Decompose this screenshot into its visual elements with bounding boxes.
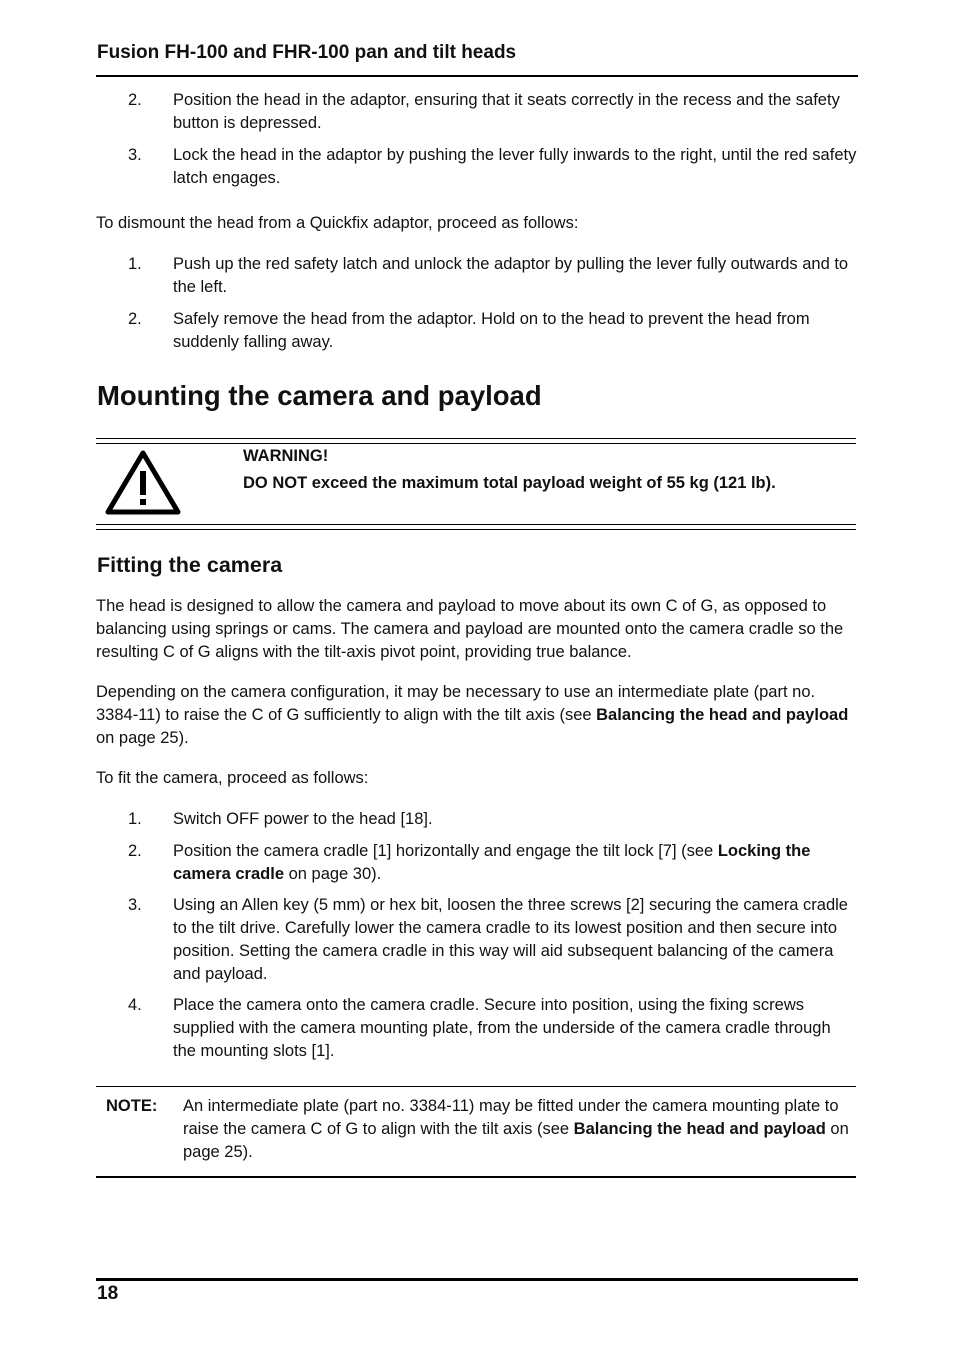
subsection-title: Fitting the camera	[97, 553, 283, 577]
cross-reference: Balancing the head and payload	[596, 706, 849, 724]
note-text-part: An intermediate plate (part no. 3384-11) may be fitted under the camera mounting plate to raise the camera C of G to align with the tilt axis (see	[183, 1097, 839, 1138]
running-header-title: Fusion FH-100 and FHR-100 pan and tilt heads	[97, 42, 517, 63]
footer-rule	[96, 1278, 858, 1281]
list-item-text: Using an Allen key (5 mm) or hex bit, loosen the three screws [2] securing the camera cradle to the tilt drive. Carefully lower the camera cradle to its lowest position and then secure into position. Setting the camera cradle in this way will aid subsequent balancing of the camera and payload.	[173, 896, 848, 983]
list-item-number: 3.	[128, 146, 142, 164]
cross-reference: Balancing the head and payload	[573, 1120, 826, 1138]
list-item-text-part: Position the camera cradle [1] horizontally and engage the tilt lock [7] (see	[173, 842, 718, 860]
list-item-text: Switch OFF power to the head [18].	[173, 810, 433, 828]
list-item-number: 4.	[128, 996, 142, 1014]
warning-triangle-icon	[104, 448, 182, 518]
dismount-intro: To dismount the head from a Quickfix adaptor, proceed as follows:	[96, 214, 579, 232]
warning-rule-bottom-inner	[96, 524, 856, 525]
list-item-number: 1.	[128, 255, 142, 273]
list-item-number: 2.	[128, 842, 142, 860]
note-rule-bottom	[96, 1176, 856, 1178]
note-label: NOTE:	[106, 1097, 158, 1115]
list-item-text: Push up the red safety latch and unlock the adaptor by pulling the lever fully outwards and to the left.	[173, 255, 849, 296]
list-item-number: 1.	[128, 810, 142, 828]
list-item-number: 3.	[128, 896, 142, 914]
warning-rule-bottom	[96, 529, 856, 530]
warning-body: DO NOT exceed the maximum total payload weight of 55 kg (121 lb).	[243, 474, 776, 492]
header-rule	[96, 75, 858, 77]
list-item-text: Lock the head in the adaptor by pushing the lever fully inwards to the right, until the red safety latch engages.	[173, 146, 857, 187]
list-item-text: Place the camera onto the camera cradle. Secure into position, using the fixing screws supplied with the camera mounting plate, from the underside of the camera cradle through the mounting slots [1].	[173, 996, 831, 1060]
page-number: 18	[97, 1283, 119, 1304]
paragraph	[96, 681, 858, 750]
cross-reference: Locking the camera cradle	[173, 842, 811, 883]
note-rule-top	[96, 1086, 856, 1087]
list-item-number: 2.	[128, 310, 142, 328]
paragraph-text: Depending on the camera configuration, it may be necessary to use an intermediate plate (part no. 3384-11) to raise the C of G sufficiently to align with the tilt axis (see	[96, 683, 816, 724]
paragraph: The head is designed to allow the camera and payload to move about its own C of G, as opposed to balancing using springs or cams. The camera and payload are mounted onto the camera cradle so the resulting C of G aligns with the tilt-axis pivot point, providing true balance.	[96, 597, 844, 661]
note-text	[183, 1095, 857, 1164]
section-title: Mounting the camera and payload	[97, 380, 542, 411]
list-item-text	[173, 840, 857, 886]
list-item-number: 2.	[128, 91, 142, 109]
list-item-text: Safely remove the head from the adaptor. Hold on to the head to prevent the head from suddenly falling away.	[173, 310, 810, 351]
list-item-text-part: on page 30).	[284, 865, 382, 883]
paragraph-text: on page 25).	[96, 729, 189, 747]
warning-rule-top-inner	[96, 443, 856, 444]
fit-intro: To fit the camera, proceed as follows:	[96, 769, 369, 787]
list-item-text: Position the head in the adaptor, ensuring that it seats correctly in the recess and the safety button is depressed.	[173, 91, 840, 132]
warning-rule-top	[96, 438, 856, 439]
warning-title: WARNING!	[243, 447, 329, 465]
note-text-part: on page 25).	[183, 1120, 849, 1161]
